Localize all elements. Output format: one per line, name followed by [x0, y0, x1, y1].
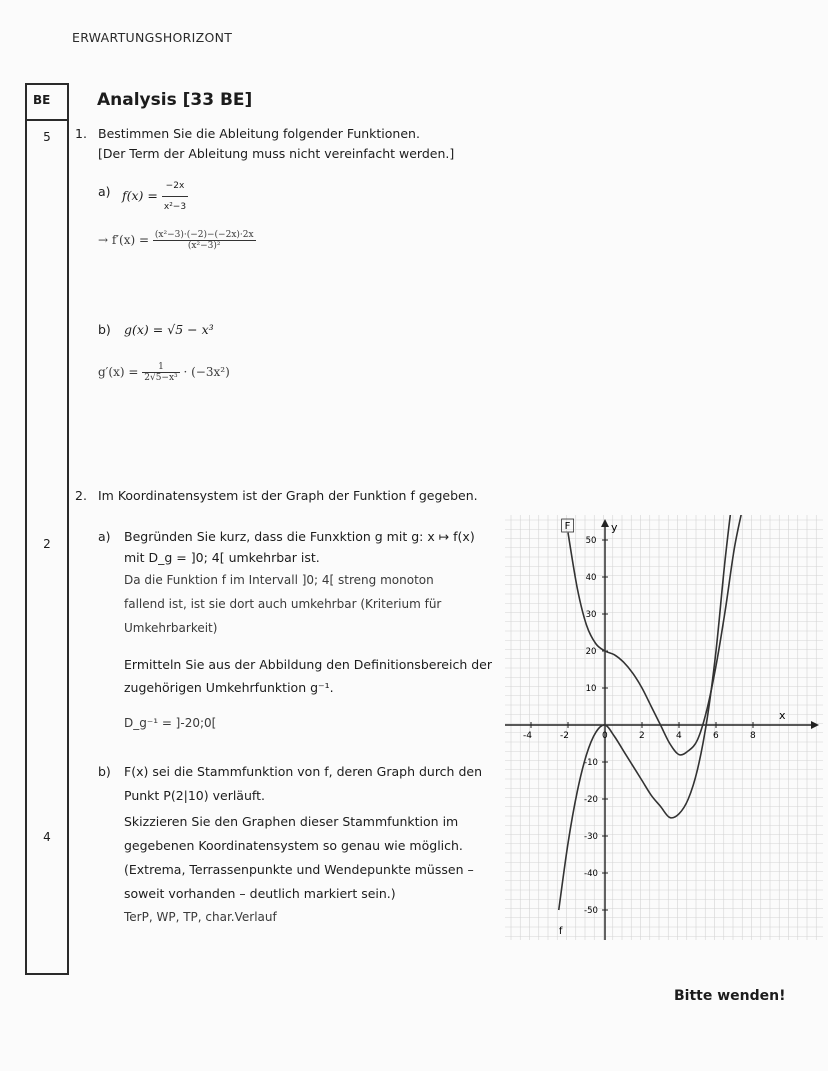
task-2a-question-2-answer: D_g⁻¹ = ]-20;0[ — [124, 716, 217, 730]
series-f-label: f — [558, 926, 563, 937]
task-2b-line-1: F(x) sei die Stammfunktion von f, deren Graph durch den — [124, 764, 483, 779]
task-2a-label: a) — [98, 529, 111, 544]
y-tick-label: -30 — [584, 832, 598, 842]
task-2b-line-2: Punkt P(2|10) verläuft. — [124, 788, 265, 803]
task-2a-answer-3: Umkehrbarkeit) — [124, 621, 218, 635]
task-1b-label: b) — [98, 322, 111, 337]
x-tick-label: 8 — [750, 731, 756, 741]
task-2a-line-2: mit D_g = ]0; 4[ umkehrbar ist. — [124, 550, 320, 565]
x-axis-arrow — [811, 721, 819, 729]
task-1b-answer — [98, 362, 230, 383]
points-column-label: BE — [33, 93, 51, 107]
task-1a-answer-lhs: → f′(x) = — [98, 233, 150, 247]
y-tick-label: -50 — [584, 906, 598, 916]
task-1a-fraction — [162, 176, 188, 217]
task-1b-answer-rhs: · (−3x²) — [183, 365, 230, 379]
y-tick-label: -40 — [584, 869, 598, 879]
task-1a-answer-numerator: (x²−3)·(−2)−(−2x)·2x — [154, 230, 254, 240]
y-tick-label: 30 — [585, 610, 597, 620]
document-header: ERWARTUNGSHORIZONT — [72, 30, 233, 45]
task-1a-answer-fraction — [153, 230, 256, 251]
task-2a-question-2-line-2: zugehörigen Umkehrfunktion g⁻¹. — [124, 680, 334, 695]
x-tick-label: -4 — [523, 731, 532, 741]
points-task-2b: 4 — [43, 830, 51, 844]
coordinate-system-chart — [505, 515, 823, 940]
task-1a-denominator: x²−3 — [163, 202, 187, 212]
y-tick-label: 50 — [585, 536, 597, 546]
x-tick-label: 0 — [602, 731, 608, 741]
y-tick-label: 40 — [585, 573, 597, 583]
points-column-divider — [25, 119, 69, 121]
task-2a-question-2-line-1: Ermitteln Sie aus der Abbildung den Definitionsbereich der — [124, 657, 493, 672]
task-1a-numerator: −2x — [162, 176, 188, 197]
task-1b-answer-fraction — [142, 362, 179, 383]
x-tick-label: 2 — [639, 731, 645, 741]
x-tick-label: -2 — [560, 731, 569, 741]
x-tick-label: 6 — [713, 731, 719, 741]
task-2b-line-4: gegebenen Koordinatensystem so genau wie möglich. — [124, 838, 463, 853]
turn-page-note: Bitte wenden! — [674, 988, 786, 1004]
y-tick-label: 20 — [585, 647, 597, 657]
task-2a-answer-2: fallend ist, ist sie dort auch umkehrbar (Kriterium für — [124, 597, 442, 611]
task-1b-answer-numerator: 1 — [142, 362, 179, 373]
task-1-line-1: Bestimmen Sie die Ableitung folgender Funktionen. — [98, 126, 420, 141]
points-task-1: 5 — [43, 130, 51, 144]
task-2b-line-3: Skizzieren Sie den Graphen dieser Stammfunktion im — [124, 814, 459, 829]
task-1b-function: g(x) = √5 − x³ — [124, 322, 214, 337]
task-2-intro: Im Koordinatensystem ist der Graph der Funktion f gegeben. — [98, 488, 478, 503]
y-tick-label: -10 — [584, 758, 598, 768]
task-1a-answer — [98, 230, 256, 251]
task-1b-answer-denominator: 2√5−x³ — [144, 373, 178, 383]
points-task-2a: 2 — [43, 537, 51, 551]
section-title: Analysis [33 BE] — [97, 90, 253, 110]
task-2a-line-1: Begründen Sie kurz, dass die Funxktion g mit g: x ↦ f(x) — [124, 529, 475, 544]
task-1a-answer-denominator: (x²−3)² — [187, 241, 221, 251]
y-tick-label: -20 — [584, 795, 598, 805]
task-2b-line-6: soweit vorhanden – deutlich markiert sein.) — [124, 886, 396, 901]
task-2b-line-5: (Extrema, Terrassenpunkte und Wendepunkte müssen – — [124, 862, 474, 877]
series-F-label: F — [564, 521, 571, 532]
task-2b-answer: TerP, WP, TP, char.Verlauf — [124, 910, 277, 924]
task-2a-answer-1: Da die Funktion f im Intervall ]0; 4[ streng monoton — [124, 573, 434, 587]
x-tick-label: 4 — [676, 731, 682, 741]
task-1-number: 1. — [75, 126, 87, 141]
task-2b-label: b) — [98, 764, 111, 779]
y-tick-label: 10 — [585, 684, 597, 694]
y-axis-label: y — [611, 521, 618, 534]
task-1a-lhs: f(x) = — [122, 188, 158, 203]
task-1a-function — [122, 176, 188, 217]
task-1b-answer-lhs: g′(x) = — [98, 365, 139, 379]
x-axis-label: x — [779, 709, 786, 722]
task-2-number: 2. — [75, 488, 87, 503]
task-1-line-2: [Der Term der Ableitung muss nicht vereinfacht werden.] — [98, 146, 455, 161]
task-1a-label: a) — [98, 184, 111, 199]
